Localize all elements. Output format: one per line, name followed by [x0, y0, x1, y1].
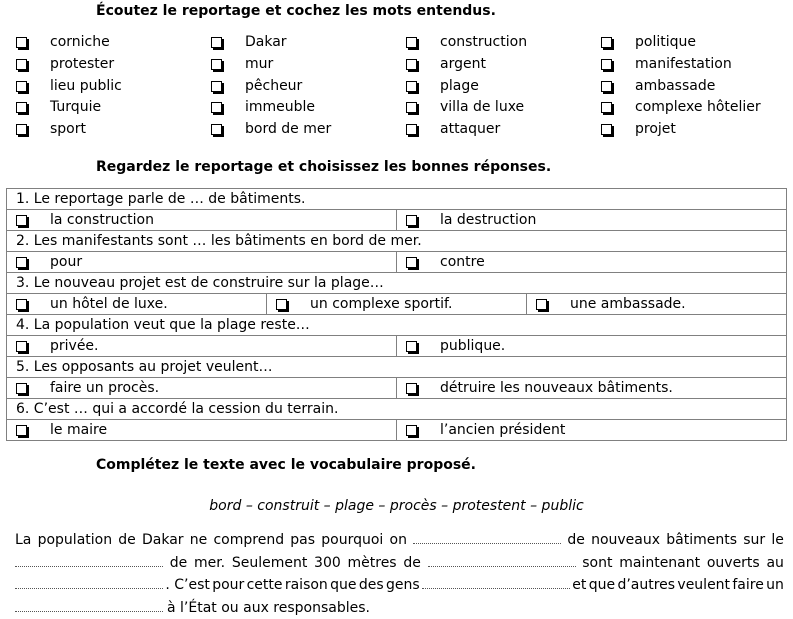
checkbox-icon[interactable]: [16, 124, 27, 135]
blank-input[interactable]: [422, 574, 570, 589]
option-label: contre: [440, 252, 485, 272]
word-label: protester: [50, 54, 114, 74]
word-label: mur: [245, 54, 273, 74]
question-text: 6. C’est … qui a accordé la cession du terrain.: [7, 399, 787, 420]
text-word: faire: [732, 574, 763, 597]
question-text: 3. Le nouveau projet est de construire sur la plage…: [7, 273, 787, 294]
checkbox-icon[interactable]: [406, 124, 417, 135]
checkbox-icon[interactable]: [536, 299, 547, 310]
text-word: population: [38, 529, 113, 552]
checkbox-icon[interactable]: [16, 299, 27, 310]
checkbox-icon[interactable]: [211, 124, 222, 135]
checkbox-icon[interactable]: [16, 383, 27, 394]
option-label: le maire: [50, 420, 107, 440]
section1-title: Écoutez le reportage et cochez les mots entendus.: [96, 3, 496, 19]
checkbox-icon[interactable]: [406, 425, 417, 436]
checkbox-icon[interactable]: [601, 102, 612, 113]
option-label: publique.: [440, 336, 505, 356]
word-label: plage: [440, 76, 479, 96]
blank-input[interactable]: [15, 552, 163, 567]
answer-option[interactable]: [7, 294, 267, 315]
checkbox-icon[interactable]: [211, 59, 222, 70]
answer-option[interactable]: [397, 252, 787, 273]
question-text: 1. Le reportage parle de … de bâtiments.: [7, 189, 787, 210]
checkbox-icon[interactable]: [16, 215, 27, 226]
fill-in-text: [15, 529, 784, 619]
text-word: sur: [743, 529, 765, 552]
checkbox-icon[interactable]: [406, 215, 417, 226]
section3-title: Complétez le texte avec le vocabulaire proposé.: [96, 457, 476, 473]
text-word: de: [118, 529, 136, 552]
word-label: manifestation: [635, 54, 732, 74]
checkbox-icon[interactable]: [276, 299, 287, 310]
answer-option[interactable]: [7, 336, 397, 357]
blank-input[interactable]: [428, 552, 576, 567]
word-label: lieu public: [50, 76, 122, 96]
blank-input[interactable]: [15, 574, 163, 589]
checkbox-icon[interactable]: [601, 124, 612, 135]
text-word: on: [390, 529, 407, 552]
answer-option[interactable]: [397, 336, 787, 357]
text-word: 300: [314, 552, 341, 575]
text-word: le: [771, 529, 784, 552]
text-word: La: [15, 529, 31, 552]
option-label: détruire les nouveaux bâtiments.: [440, 378, 673, 398]
option-label: une ambassade.: [570, 294, 686, 314]
answer-option[interactable]: [7, 378, 397, 399]
text-word: de: [567, 529, 585, 552]
text-word: ouverts: [707, 552, 760, 575]
text-word: veulent: [677, 574, 730, 597]
word-label: sport: [50, 119, 86, 139]
question-text: 4. La population veut que la plage reste…: [7, 315, 787, 336]
blank-input[interactable]: [413, 529, 561, 544]
checkbox-icon[interactable]: [211, 81, 222, 92]
option-label: faire un procès.: [50, 378, 159, 398]
checkbox-icon[interactable]: [406, 383, 417, 394]
word-label: bord de mer: [245, 119, 331, 139]
checkbox-icon[interactable]: [406, 341, 417, 352]
answer-option[interactable]: [397, 210, 787, 231]
answer-option[interactable]: [397, 378, 787, 399]
word-label: pêcheur: [245, 76, 302, 96]
option-label: la construction: [50, 210, 154, 230]
checkbox-icon[interactable]: [16, 81, 27, 92]
text-word: bâtiments: [666, 529, 737, 552]
word-bank: bord – construit – plage – procès – protestent – public: [0, 498, 793, 514]
text-word: Dakar: [142, 529, 184, 552]
checkbox-icon[interactable]: [406, 59, 417, 70]
answer-option[interactable]: [397, 420, 787, 441]
checkbox-icon[interactable]: [16, 257, 27, 268]
text-word: mètres: [348, 552, 397, 575]
questions-table: [6, 188, 787, 441]
answer-option[interactable]: [267, 294, 527, 315]
word-label: ambassade: [635, 76, 715, 96]
text-word: Seulement: [232, 552, 308, 575]
checkbox-icon[interactable]: [601, 59, 612, 70]
question-text: 2. Les manifestants sont … les bâtiments en bord de mer.: [7, 231, 787, 252]
option-label: la destruction: [440, 210, 536, 230]
text-word: de: [170, 552, 188, 575]
option-label: pour: [50, 252, 82, 272]
checkbox-icon[interactable]: [16, 341, 27, 352]
word-label: construction: [440, 32, 527, 52]
checkbox-icon[interactable]: [406, 102, 417, 113]
answer-option[interactable]: [7, 210, 397, 231]
text-word: au: [766, 552, 783, 575]
checkbox-icon[interactable]: [211, 102, 222, 113]
answer-option[interactable]: [7, 420, 397, 441]
text-word: . C’est: [165, 574, 210, 597]
checkbox-icon[interactable]: [406, 37, 417, 48]
word-label: complexe hôtelier: [635, 97, 761, 117]
text-word: des: [359, 574, 384, 597]
word-label: Dakar: [245, 32, 287, 52]
text-word: pour: [212, 574, 244, 597]
checkbox-icon[interactable]: [16, 37, 27, 48]
text-word: sont: [582, 552, 612, 575]
text-word: nouveaux: [591, 529, 660, 552]
text-word: et: [572, 574, 586, 597]
text-word: cette: [247, 574, 283, 597]
question-text: 5. Les opposants au projet veulent…: [7, 357, 787, 378]
text-word: de: [403, 552, 421, 575]
option-label: un complexe sportif.: [310, 294, 452, 314]
word-label: villa de luxe: [440, 97, 524, 117]
answer-option[interactable]: [527, 294, 787, 315]
checkbox-icon[interactable]: [406, 257, 417, 268]
word-label: Turquie: [50, 97, 101, 117]
checkbox-icon[interactable]: [211, 37, 222, 48]
text-word: que: [330, 574, 356, 597]
option-label: l’ancien président: [440, 420, 565, 440]
option-label: un hôtel de luxe.: [50, 294, 168, 314]
word-label: argent: [440, 54, 486, 74]
text-word: d’autres: [617, 574, 675, 597]
text-word: gens: [386, 574, 420, 597]
checkbox-icon[interactable]: [601, 37, 612, 48]
checkbox-icon[interactable]: [16, 59, 27, 70]
text-word: pas: [290, 529, 315, 552]
checkbox-icon[interactable]: [601, 81, 612, 92]
word-label: politique: [635, 32, 696, 52]
text-word: mer.: [194, 552, 225, 575]
word-label: projet: [635, 119, 676, 139]
text-word: pourquoi: [321, 529, 383, 552]
text-word: un: [766, 574, 784, 597]
blank-input[interactable]: [15, 597, 163, 612]
answer-option[interactable]: [7, 252, 397, 273]
text-word: que: [589, 574, 615, 597]
text-word: ne: [190, 529, 208, 552]
text-word: à l’État ou aux responsables.: [167, 597, 370, 619]
option-label: privée.: [50, 336, 99, 356]
word-label: immeuble: [245, 97, 315, 117]
text-word: comprend: [213, 529, 284, 552]
word-label: attaquer: [440, 119, 500, 139]
text-word: raison: [285, 574, 328, 597]
word-label: corniche: [50, 32, 110, 52]
section2-title: Regardez le reportage et choisissez les bonnes réponses.: [96, 159, 551, 175]
checkbox-icon[interactable]: [406, 81, 417, 92]
text-word: maintenant: [619, 552, 700, 575]
checkbox-icon[interactable]: [16, 425, 27, 436]
checkbox-icon[interactable]: [16, 102, 27, 113]
